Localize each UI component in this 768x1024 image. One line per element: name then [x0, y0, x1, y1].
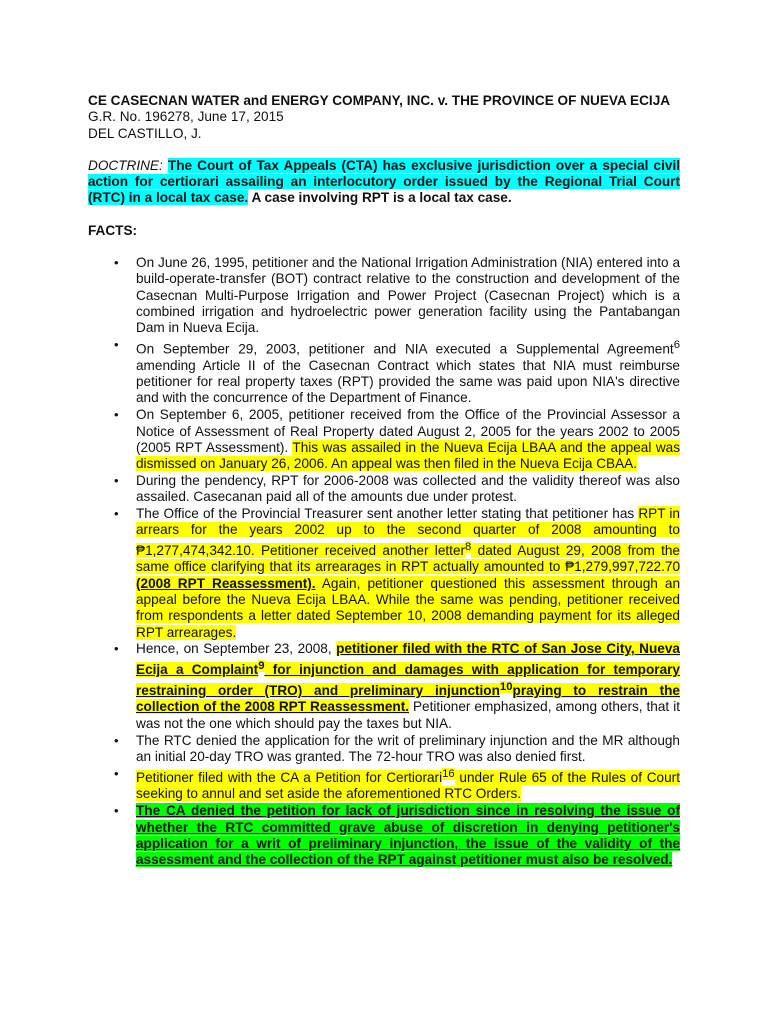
facts-list: [112, 255, 680, 868]
footnote-ref: 16: [442, 767, 455, 780]
doctrine-highlight: The Court of Tax Appeals (CTA) has exclusive jurisdiction over a special civil action for certiorari assailing an interlocutory order issued by the Regional Trial Court (RTC) in a local tax case.: [88, 157, 681, 206]
bullet: •: [114, 732, 119, 748]
fact-text: The Office of the Provincial Treasurer sent another letter stating that petitioner has: [136, 506, 639, 522]
fact-text: On June 26, 1995, petitioner and the National Irrigation Administration (NIA) entered into a build-operate-transfer (BOT) contract relative to the construction and development of the Casecnan Multi-Purpose Irrigation and Power Project (Casecnan Project) which is a combined irrigation and hydroelectric power generation facility using the Pantabangan Dam in Nueva Ecija.: [136, 255, 680, 336]
fact-text: On September 6, 2005, petitioner received from the Office of the Provincial Assessor a Notice of Assessment of Real Property dated August 2, 2005 for the years 2002 to 2005 (2005 RPT Assessment).: [136, 407, 680, 455]
fact-highlight: Again, petitioner questioned this assessment through an appeal before the Nueva Ecija LBAA. While the same was pending, petitioner received from respondents a letter dated September 10, 2008 demanding payment for its alleged RPT arrearages.: [136, 575, 680, 640]
fact-item: [112, 255, 680, 336]
fact-item: [112, 506, 680, 641]
footnote-ref: 6: [673, 339, 680, 352]
bullet: •: [114, 255, 119, 271]
fact-text: On September 29, 2003, petitioner and NIA executed a Supplemental Agreement: [136, 341, 674, 357]
bullet: •: [114, 472, 119, 488]
bullet: •: [114, 337, 119, 353]
fact-text: The RTC denied the application for the writ of preliminary injunction and the MR although an initial 20-day TRO was granted. The 72-hour TRO was also denied first.: [136, 732, 680, 764]
bullet: •: [114, 506, 119, 522]
fact-text: Hence, on September 23, 2008,: [136, 641, 337, 657]
facts-heading: FACTS:: [88, 222, 138, 238]
fact-item: [112, 641, 680, 732]
doctrine-rest: A case involving RPT is a local tax case.: [248, 190, 512, 206]
bullet: •: [114, 803, 119, 819]
fact-highlight: RPT in arrears for the years 2002 up to the second quarter of 2008 amounting to ₱1,277,474,342.10. Petitioner received another letter: [136, 506, 680, 559]
fact-item: [112, 766, 680, 803]
footnote-ref: 9: [258, 659, 265, 672]
ponente: DEL CASTILLO, J.: [88, 125, 202, 141]
fact-text: During the pendency, RPT for 2006-2008 was collected and the validity thereof was also assailed. Casecanan paid all of the amounts due under protest.: [136, 472, 680, 505]
fact-highlight: This was assailed in the Nueva Ecija LBAA and the appeal was dismissed on January 26, 2006. An appeal was then filed in the Nueva Ecija CBAA.: [136, 439, 680, 472]
gr-number: G.R. No. 196278, June 17, 2015: [88, 109, 284, 125]
fact-highlight-emphasis: petitioner filed with the RTC of San Jose City, Nueva Ecija a Complaint: [136, 641, 680, 678]
footnote-ref: 8: [465, 540, 472, 553]
fact-item: [112, 803, 680, 868]
fact-highlight-emphasis: (2008 RPT Reassessment).: [136, 575, 316, 591]
document-page: [88, 93, 680, 869]
fact-highlight-emphasis: The CA denied the petition for lack of jurisdiction since in resolving the issue of whether the RTC committed grave abuse of discretion in denying petitioner's application for a writ of preliminary injunction, the issue of the validity of the assessment and the collection of the RPT against petitioner must also be resolved.: [136, 803, 680, 868]
fact-item: [112, 473, 680, 506]
bullet: •: [114, 641, 119, 657]
fact-item: [112, 733, 680, 766]
bullet: •: [114, 765, 119, 781]
fact-highlight: dated August 29, 2008 from the same office clarifying that its arrearages in RPT actually amounted to ₱1,279,997,722.70: [136, 543, 680, 575]
fact-highlight-emphasis: for injunction and damages with application for temporary restraining order (TRO) and preliminary injunction: [136, 662, 680, 699]
fact-highlight-emphasis: praying to restrain the collection of the 2008 RPT Reassessment.: [136, 683, 680, 715]
fact-item: [112, 407, 680, 472]
bullet: •: [114, 407, 119, 423]
fact-text: amending Article II of the Casecnan Contract which states that NIA must reimburse petitioner for real property taxes (RPT) provided the same was paid upon NIA's directive and with the concurrence of the Department of Finance.: [136, 357, 680, 406]
doctrine-paragraph: [88, 158, 680, 207]
fact-highlight: Petitioner filed with the CA a Petition for Certiorari: [136, 770, 443, 786]
footnote-ref: 10: [499, 680, 513, 693]
fact-text: Petitioner emphasized, among others, that it was not the one which should pay the taxes but NIA.: [136, 699, 680, 731]
fact-highlight: under Rule 65 of the Rules of Court seeking to annul and set aside the aforementioned RTC Orders.: [136, 770, 680, 802]
doctrine-label: DOCTRINE:: [88, 157, 163, 173]
fact-item: [112, 337, 680, 407]
case-title: CE CASECNAN WATER and ENERGY COMPANY, INC. v. THE PROVINCE OF NUEVA ECIJA: [88, 93, 671, 108]
